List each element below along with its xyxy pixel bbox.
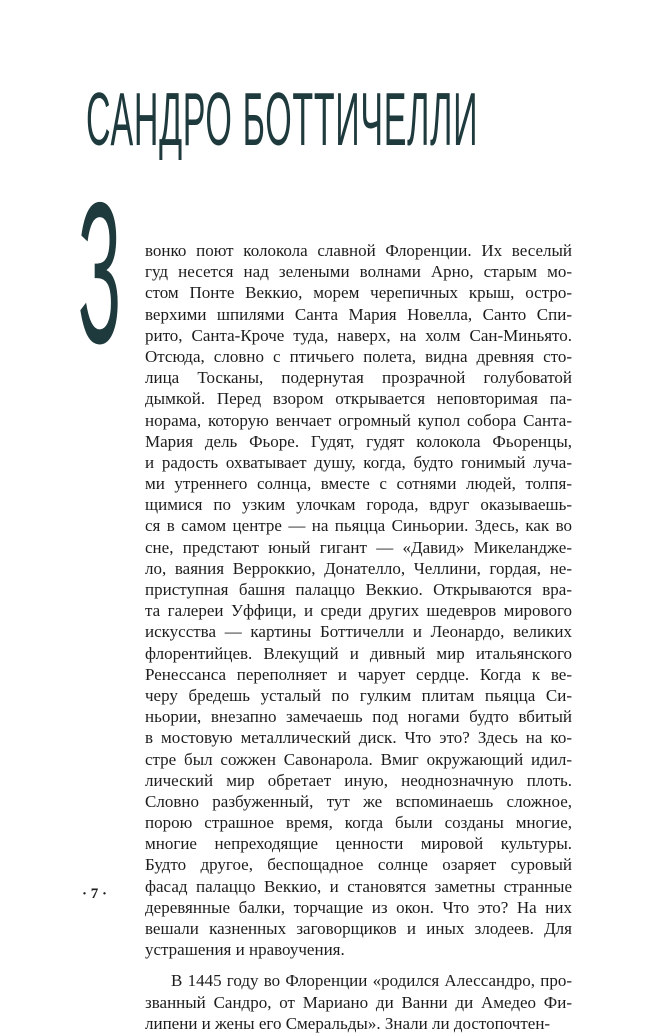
body-text	[145, 240, 572, 1034]
text-line: ло, ваяния Верроккио, Донателло, Челлини, гордая, не-	[145, 558, 572, 578]
text-line: стом Понте Веккио, морем черепичных крыш, остро-	[145, 283, 572, 303]
text-line: и радость охватывает душу, когда, будто гонимый луча-	[145, 452, 572, 472]
text-line: верхими шпилями Санта Мария Новелла, Санто Спи-	[145, 304, 572, 324]
text-line: В 1445 году во Флоренции «родился Алессандро, про-	[171, 971, 572, 991]
paragraph-1	[145, 240, 572, 960]
text-line: вонко поют колокола славной Флоренции. Их веселый	[145, 241, 572, 260]
text-line: ми утреннего солнца, вместе с сотнями людей, толпя-	[145, 474, 572, 494]
text-line: ньории, внезапно замечаешь под ногами будто вбитый	[145, 707, 572, 727]
text-line: искусства — картины Боттичелли и Леонардо, великих	[145, 622, 572, 642]
text-line: устрашения и нравоучения.	[145, 940, 345, 960]
text-line: черу бредешь усталый по гулким плитам пьяцца Си-	[145, 685, 572, 705]
text-line: фасад палаццо Веккио, и становятся заметны странные	[145, 876, 572, 896]
text-line: липени и жены его Смеральды». Знали ли достопочтен-	[145, 1013, 551, 1033]
text-line: лица Тосканы, подернутая прозрачной голубоватой	[145, 368, 572, 388]
text-line: дымкой. Перед взором открывается неповторимая па-	[145, 389, 572, 409]
text-line: щимися по узким улочкам города, вдруг оказываешь-	[145, 495, 572, 515]
text-line: флорентийцев. Влекущий и дивный мир итальянского	[145, 643, 572, 663]
text-line: Ренессанса переполняет и чарует сердце. Когда к ве-	[145, 664, 572, 684]
drop-cap: З	[78, 159, 122, 386]
text-line: званный Сандро, от Мариано ди Ванни ди Амедео Фи-	[145, 992, 572, 1012]
text-line: Мария дель Фьоре. Гудят, гудят колокола Фьоренцы,	[145, 431, 572, 451]
text-line: в мостовую металлический диск. Что это? Здесь на ко-	[145, 728, 572, 748]
chapter-title: САНДРО БОТТИЧЕЛЛИ	[86, 77, 479, 162]
text-line: деревянные балки, торчащие из окон. Что это? На них	[145, 897, 572, 917]
page-number: · 7 ·	[82, 886, 108, 902]
text-line: многие непреходящие ценности мировой культуры.	[145, 834, 572, 854]
text-line: рито, Санта-Кроче туда, наверх, на холм Сан-Миньято.	[145, 325, 572, 345]
text-line: вешали казненных заговорщиков и иных злодеев. Для	[145, 919, 572, 938]
text-line: лический мир обретает иную, неоднозначную плоть.	[145, 770, 572, 790]
text-line: приступная башня палаццо Веккио. Открываются вра-	[145, 580, 572, 599]
text-line: Отсюда, словно с птичьего полета, видна древняя сто-	[145, 346, 572, 366]
text-line: Будто другое, беспощадное солнце озаряет суровый	[145, 855, 572, 875]
text-line: гуд несется над зелеными волнами Арно, старым мо-	[145, 262, 572, 282]
text-line: норама, которую венчает огромный купол собора Санта-	[145, 410, 572, 430]
text-line: та галереи Уффици, и среди других шедевров мирового	[145, 601, 572, 621]
text-line: порою страшное время, когда были созданы многие,	[145, 813, 572, 833]
paragraph-2	[145, 970, 572, 1034]
text-line: ся в самом центре — на пьяцца Синьории. Здесь, как во	[145, 516, 572, 536]
text-line: сне, предстают юный гигант — «Давид» Микеланджe-	[145, 537, 572, 557]
text-line: Словно разбуженный, тут же вспоминаешь сложное,	[145, 791, 572, 811]
text-line: стре был сожжен Савонарола. Вмиг окружающий идил-	[145, 749, 572, 769]
